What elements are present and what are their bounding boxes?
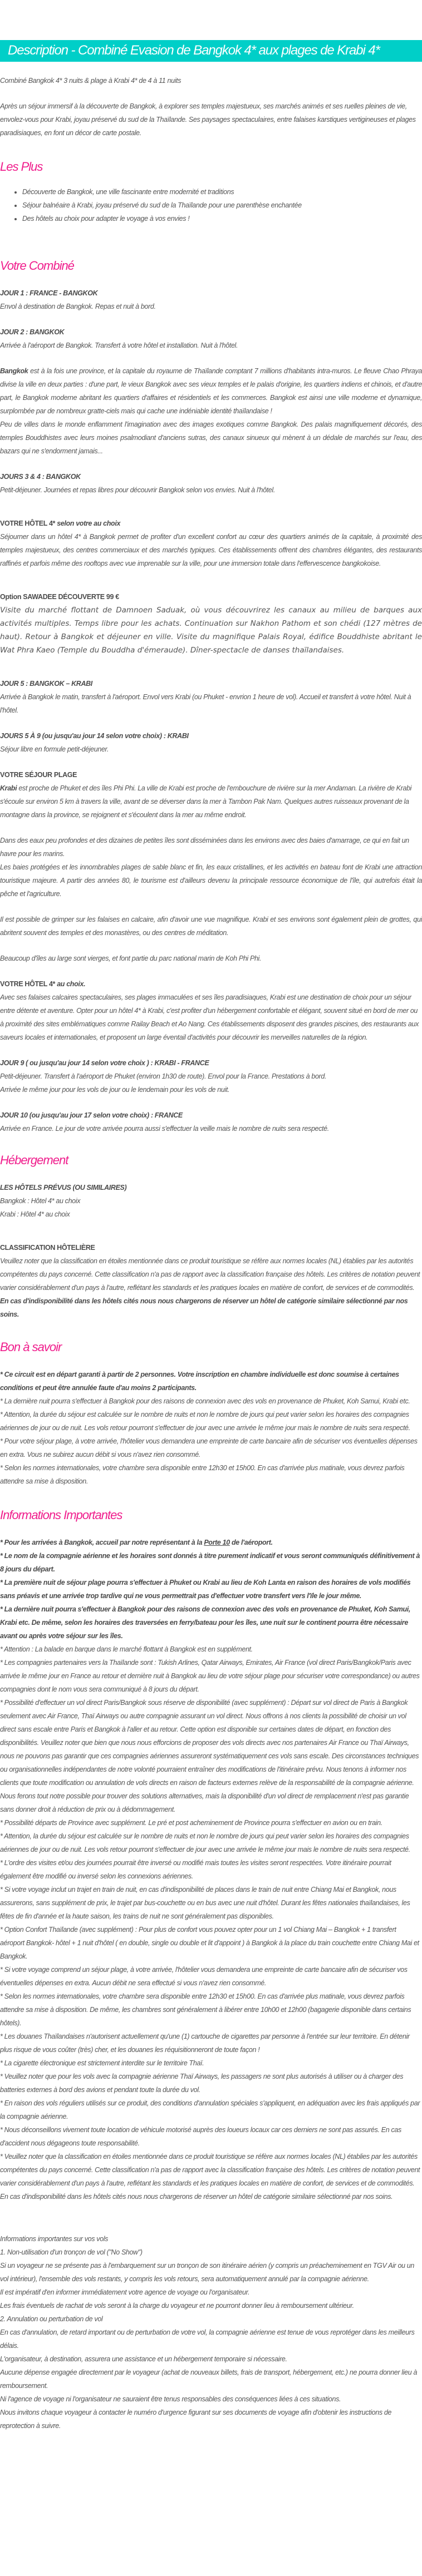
plus-item: • Découverte de Bangkok, une ville fascinante entre modernité et traditions <box>22 185 422 199</box>
option-text: Visite du marché flottant de Damnoen Saduak, où vous découvrirez les canaux au milieu de barques aux activités multiples. Temps libre pour les achats. Continuation sur Nakhon Pathom et son chédi (127 mètres de haut). Retour à Bangkok et déjeuner en ville. Visite du magnifique Palais Royal, édifice Bouddhiste abritant le Wat Phra Kaeo (Temple du Bouddha d'émeraude). Dîner-spectacle de danses thaïlandaises. <box>0 606 422 655</box>
plus-item: • Des hôtels au choix pour adapter le voyage à vos envies ! <box>22 212 422 225</box>
info-text: de l'aéroport. <box>229 1539 273 1546</box>
intro-subtitle: Combiné Bangkok 4* 3 nuits & plage à Krabi 4* de 4 à 11 nuits <box>0 77 181 85</box>
info-item: * Veuillez noter que la classification en étoiles mentionnée dans ce produit touristique se réfère aux normes locales (NL) établies par les autorités compétentes du pays concerné. Cette classification n'a pas de rapport avec la classification française des hôtels. Les critères de notation peuvent varier considérablement d'un pays à l'autre, reflétant les standards et les pratiques locales en matière de confort, de services et de commodités. En cas d'indisponibilité dans les hôtels cités nous nous chargerons de réserver un hôtel de catégorie similaire sélectionné par nos soins. <box>0 2153 420 2201</box>
beach-paragraph-4: Il est possible de grimper sur les falaises en calcaire, afin d'avoir une vue magnifique. Krabi et ses environs sont également plein de grottes, qui abritent souvent des temples et des monastères, ou des centres de méditation. <box>0 916 422 937</box>
info-item: * Veuillez noter que pour les vols avec la compagnie aérienne Thaï Airways, les passagers ne sont plus autorisés à utiliser ou à charger des batteries externes à bord des avions et pendant toute la durée du vol. <box>0 2073 404 2094</box>
porte-10-link[interactable]: Porte 10 <box>204 1539 230 1546</box>
option-sawadee <box>0 590 422 657</box>
bon-a-savoir-item: * Selon les normes internationales, votre chambre sera disponible entre 12h30 et 15h00. En cas d'arrivée plus matinale, vous devrez parfois attendre sa mise à disposition. <box>0 1464 405 1485</box>
bangkok-text: est à la fois une province, et la capitale du royaume de Thaïlande comptant 7 millions d'habitants intra-muros. Le fleuve Chao Phraya divise la ville en deux parties : d'une part, le vieux Bangkok avec ses vieux temples et le palais d'origine, les quartiers indiens et chinois, et d'autre part, le Bangkok moderne abritant les quartiers d'affaires et résidentiels et les commerces. Bangkok est ainsi une ville moderne et dynamique, surplombée par de nombreux gratte-ciels mais qui cache une indéniable identité thaïlandaise ! <box>0 367 422 415</box>
info-item: * Si votre voyage inclut un trajet en train de nuit, en cas d'indisponibilité de places dans le train de nuit entre Chiang Mai et Bangkok, nous assurerons, sans supplément de prix, le trajet par bus-couchette ou en bus avec une nuit d'hôtel. Durant les fêtes nationales thaïlandaises, les fêtes de fin d'année et la haute saison, les trains de nuit ne sont généralement pas disponibles. <box>0 1886 410 1920</box>
hotel-bangkok <box>0 517 422 570</box>
flight-info-line: Nous invitons chaque voyageur à contacter le numéro d'urgence figurant sur ses documents de voyage afin d'obtenir les instructions de reprotection à suivre. <box>0 2409 392 2430</box>
bon-a-savoir-bold-item: * Ce circuit est en départ garanti à partir de 2 personnes. Votre inscription en chambre individuelle est donc soumise à certaines conditions et peut être annulée faute d'au moins 2 participants. <box>0 1371 399 1392</box>
beach-paragraph-3: Les baies protégées et les innombrables plages de sable blanc et fin, les eaux cristallines, et les activités en bateau font de Krabi une attraction touristique majeure. A partir des années 80, le tourisme est d'ailleurs devenu la principale ressource économique de l'île, qui autrefois était la pêche et l'agriculture. <box>0 863 422 898</box>
informations-list <box>0 1536 422 2203</box>
flight-info-line: 1. Non-utilisation d'un tronçon de vol ("No Show") <box>0 2248 143 2256</box>
day-3-4 <box>0 470 422 497</box>
hotel-classification <box>0 1241 422 1321</box>
info-text: * Pour les arrivées à Bangkok, accueil par notre représentant à la <box>0 1539 204 1546</box>
info-item: * Nous déconseillons vivement toute location de véhicule motorisé auprès des loueurs locaux car ces derniers ne sont pas assurés. En cas d'accident nous dégageons toute responsabilité. <box>0 2126 401 2147</box>
hotel-line: Krabi : Hôtel 4* au choix <box>0 1210 70 1218</box>
flight-info-line: Ni l'agence de voyage ni l'organisateur ne sauraient être tenus responsables des conséquences liées à ces situations. <box>0 2395 341 2403</box>
day-10 <box>0 1109 422 1135</box>
classification-title: CLASSIFICATION HÔTELIÈRE <box>0 1244 95 1252</box>
hotel-krabi-text: Avec ses falaises calcaires spectaculaires, ses plages immaculées et ses îles paradisiaques, Krabi est une destination de choix pour un séjour entre détente et aventure. Opter pour un hôtel 4* à Krabi, c'est profiter d'un hébergement confortable et élégant, souvent situé en bord de mer ou à proximité des sites emblématiques comme Railay Beach et Ao Nang. Ces établissements disposent des grandes piscines, des restaurants aux saveurs locales et internationales, et proposent un large éventail d'activités pour découvrir les merveilles naturelles de la région. <box>0 993 419 1041</box>
day-text: Arrivée le même jour pour les vols de jour ou le lendemain pour les vols de nuit. <box>0 1086 230 1094</box>
hotels-planned <box>0 1181 422 1221</box>
hotels-title: LES HÔTELS PRÉVUS (OU SIMILAIRES) <box>0 1184 127 1191</box>
beach-paragraph-2: Dans des eaux peu profondes et des dizaines de petites îles sont disséminées dans les environs avec des baies d'amarrage, ce qui en fait un havre pour les marins. <box>0 837 409 858</box>
info-item: * En raison des vols réguliers utilisés sur ce produit, des conditions d'annulation spéciales s'appliquent, en adéquation avec les frais appliqués par la compagnie aérienne. <box>0 2099 420 2120</box>
day-9 <box>0 1056 422 1096</box>
info-bold-item: * La première nuit de séjour plage pourra s'effectuer à Phuket ou Krabi au lieu de Koh Lanta en raison des horaires de vols modifiés sans préavis et une arrivée trop tardive qui ne vous permettrait pas d'effectuer votre transfert vers l'ïle le jour même. <box>0 1579 411 1600</box>
info-item: * Possibilité départs de Province avec supplément. Le pré et post acheminement de Province pourra s'effectuer en avion ou en train. <box>0 1819 382 1827</box>
day-title: JOURS 5 À 9 (ou jusqu'au jour 14 selon votre choix) : KRABI <box>0 732 189 740</box>
day-5-9 <box>0 729 422 756</box>
hotel-title-rest: selon votre au choix <box>57 520 121 527</box>
section-heading-combine: Votre Combiné <box>0 259 74 273</box>
flight-info-line: En cas d'annulation, de retard important ou de perturbation de votre vol, la compagnie aérienne est tenue de vous reprotéger dans les meilleurs délais. <box>0 2328 415 2350</box>
beach-text: est proche de Phuket et des îles Phi Phi. La ville de Krabi est proche de l'embouchure de rivière sur la mer Andaman. La rivière de Krabi s'écoule sur environ 5 km à travers la ville, avant de se déverser dans la mer à Tambon Pak Nam. Quelques autres ruisseaux provenant de la montagne dans la province, se rejoignent et s'écoulent dans la mer au même endroit. <box>0 784 412 819</box>
bon-a-savoir-item: * La dernière nuit pourra s'effectuer à Bangkok pour des raisons de connexion avec des vols en provenance de Phuket, Koh Samui, Krabi etc. <box>0 1397 410 1405</box>
day-text: Arrivée à Bangkok le matin, transfert à l'aéroport. Envol vers Krabi (ou Phuket - envrion 1 heure de vol). Accueil et transfert à votre hôtel. Nuit à l'hôtel. <box>0 693 411 714</box>
bangkok-bold: Bangkok <box>0 367 28 375</box>
day-text: Arrivée en France. Le jour de votre arrivée pourra aussi s'effectuer la veille mais le nombre de nuits sera respecté. <box>0 1125 329 1133</box>
flight-info-line: L'organisateur, à destination, assurera une assistance et un hébergement temporaire si nécessaire. <box>0 2355 287 2363</box>
day-text: Envol à destination de Bangkok. Repas et nuit à bord. <box>0 303 156 310</box>
bon-a-savoir-item: * Pour votre séjour plage, à votre arrivée, l'hôtelier vous demandera une empreinte de carte bancaire afin de sécuriser vos éventuelles dépenses en extra. Vous ne subirez aucun débit si vous n'avez rien consommé. <box>0 1437 418 1458</box>
info-item: * Selon les normes internationales, votre chambre sera disponible entre 12h30 et 15h00. En cas d'arrivée plus matinale, vous devrez parfois attendre sa mise à disposition. De même, les chambres sont généralement à libérer entre 10h00 et 12h00 (bagagerie disponible dans certains hôtels). <box>0 1992 411 2027</box>
day-text: Séjour libre en formule petit-déjeuner. <box>0 745 109 753</box>
hotel-title-main: VOTRE HÔTEL 4* <box>0 980 57 988</box>
flight-info-title: Informations importantes sur vos vols <box>0 2235 109 2243</box>
info-item: * L'ordre des visites et/ou des journées pourrait être inversé ou modifié mais toutes les visites seront respectées. Votre itinéraire pourrait également être modifié ou inversé selon les connexions aériennes. <box>0 1859 391 1880</box>
page-title: Description - Combiné Evasion de Bangkok 4* aux plages de Krabi 4* <box>8 43 380 58</box>
day-1 <box>0 286 422 313</box>
flight-info-line: Les frais éventuels de rachat de vols seront à la charge du voyageur et ne pourront donner lieu à remboursement ultérieur. <box>0 2302 354 2310</box>
info-item: * Si votre voyage comprend un séjour plage, à votre arrivée, l'hôtelier vous demandera une empreinte de carte bancaire afin de sécuriser vos éventuelles dépenses en extra. Aucun débit ne sera effectué si vous n'avez rien consommé. <box>0 1966 408 1987</box>
option-title: Option SAWADEE DÉCOUVERTE 99 € <box>0 593 119 601</box>
title-banner <box>0 40 422 62</box>
description-content <box>0 74 422 2455</box>
day-title: JOUR 9 ( ou jusqu'au jour 14 selon votre choix ) : KRABI - FRANCE <box>0 1059 209 1067</box>
hotel-title-main: VOTRE HÔTEL 4* <box>0 520 57 527</box>
info-item: * La cigarette électronique est strictement interdite sur le territoire Thaï. <box>0 2059 204 2067</box>
info-item: * Les douanes Thaïlandaises n'autorisent actuellement qu'une (1) cartouche de cigarettes par personne à l'entrée sur leur territoire. En détenir plus risque de vous coûter (très) cher, et les douanes les réquisitionneront de toute façon ! <box>0 2033 410 2054</box>
hotel-krabi-title <box>0 977 422 991</box>
flight-info-line: 2. Annulation ou perturbation de vol <box>0 2315 103 2323</box>
beach-paragraph-5: Beaucoup d'îles au large sont vierges, et font partie du parc national marin de Koh Phi Phi. <box>0 955 262 962</box>
day-2 <box>0 325 422 352</box>
flight-info-line: Aucune dépense engagée directement par le voyageur (achat de nouveaux billets, frais de transport, hébergement, etc.) ne pourra donner lieu à remboursement. <box>0 2369 418 2390</box>
top-spacer <box>0 0 422 40</box>
section-heading-hebergement: Hébergement <box>0 1153 68 1167</box>
info-bold-item <box>0 1536 422 1549</box>
hotel-krabi <box>0 977 422 1044</box>
info-item: * Option Confort Thaïlande (avec supplément) : Pour plus de confort vous pouvez opter pour un 1 vol Chiang Mai – Bangkok + 1 transfert aéroport Bangkok- hôtel + 1 nuit d'hôtel ( en double, single ou double et lit d'appoint ) à Bangkok à la place du train couchette entre Chiang Mai et Bangkok. <box>0 1926 419 1960</box>
bottom-spacer <box>0 2432 422 2455</box>
info-item: * Attention, la durée du séjour est calculée sur le nombre de nuits et non le nombre de jours qui peut varier selon les horaires des compagnies aériennes de jour ou de nuit. Les vols retour pourront s'effectuer de jour avec une arrivée le même jour mais le nombre de nuits sera respecté. <box>0 1832 410 1853</box>
info-bold-item: * Le nom de la compagnie aérienne et les horaires sont donnés à titre purement indicatif et vous seront communiqués définitivement à 8 jours du départ. <box>0 1552 420 1573</box>
day-title: JOUR 2 : BANGKOK <box>0 328 65 336</box>
info-item: * Les compagnies partenaires vers la Thaïlande sont : Tukish Arlines, Qatar Airways, Emirates, Air France (vol direct Paris/Bangkok/Paris avec arrivée le même jour en France au retour et dernière nuit à Bangkok au lieu de votre séjour plage pour sécuriser votre correspondance) ou autres compagnies dont le nom vous sera communiqué à 8 jours du départ. <box>0 1659 420 1693</box>
day-title: JOUR 10 (ou jusqu'au jour 17 selon votre choix) : FRANCE <box>0 1111 183 1119</box>
day-title: JOUR 1 : FRANCE - BANGKOK <box>0 289 98 297</box>
flight-info-line: Si un voyageur ne se présente pas à l'embarquement sur un tronçon de son itinéraire aérien (y compris un préacheminement en TGV Air ou un vol intérieur), l'ensemble des vols restants, y compris les vols retours, sera automatiquement annulé par la compagnie aérienne. <box>0 2262 414 2283</box>
beach-paragraph-1 <box>0 782 422 822</box>
bangkok-paragraph-2: Peu de villes dans le monde enflamment l'imagination avec des images exotiques comme Bangkok. Des palais magnifiquement décorés, des temples Bouddhistes avec leurs moines psalmodiant d'anciens sutras, des canaux sinueux qui mènent à un dédale de marchés sur l'eau, des bazars qui ne s'endorment jamais... <box>0 421 422 455</box>
info-item: * Attention : La balade en barque dans le marché flottant à Bangkok est en supplément. <box>0 1645 253 1653</box>
bon-a-savoir-item: * Attention, la durée du séjour est calculée sur le nombre de nuits et non le nombre de jours qui peut varier selon les horaires des compagnies aériennes de jour ou de nuit. Les vols retour pourront s'effectuer de jour avec une arrivée le même jour mais le nombre de nuits sera respecté. <box>0 1411 410 1432</box>
info-item: * Possibilité d'effectuer un vol direct Paris/Bangkok sous réserve de disponibilité (avec supplément) : Départ sur vol direct de Paris à Bangkok seulement avec Air France, Thaï Airways ou autre compagnie assurant un vol direct. Nous offrons à nos clients la possibilité de choisir un vol direct sans escale entre Paris et Bangkok à l'aller et au retour. Cette option est disponible sur certaines dates de départ, en fonction des disponibilités. Veuillez noter que bien que nous nous efforcions de proposer des vols directs avec nos partenaires Air France ou Thaï Airways, nous ne pouvons pas garantir que ces compagnies aériennes assureront systématiquement ces vols sans escale. Des circonstances techniques ou organisationnelles indépendantes de notre volonté pourraient entraîner des modifications de l'itinéraire prévu. Nous tenons à informer nos clients que toute modification ou annulation de vols directs en raison de facteurs externes relève de la responsabilité de la compagnie aérienne. Nous ferons tout notre possible pour trouver des solutions alternatives, mais la disponibilité d'un vol direct de remplacement n'est pas garantie sans donner droit à réduction de prix ou à dédommagement. <box>0 1699 419 1813</box>
bangkok-paragraph-1 <box>0 364 422 418</box>
day-text: Petit-déjeuner. Transfert à l'aéroport de Phuket (environ 1h30 de route). Envol pour la France. Prestations à bord. <box>0 1072 327 1080</box>
section-heading-bon-a-savoir: Bon à savoir <box>0 1340 62 1354</box>
bon-a-savoir-list <box>0 1368 422 1488</box>
beach-stay <box>0 768 422 965</box>
hotel-title-rest: au choix. <box>57 980 86 988</box>
classification-bold: En cas d'indisponibilité dans les hôtels cités nous nous chargerons de réserver un hôtel de catégorie similaire sélectionné par nos soins. <box>0 1297 408 1318</box>
hotel-bangkok-text: Séjourner dans un hôtel 4* à Bangkok permet de profiter d'un excellent confort au cœur des quartiers animés de la capitale, à proximité des temples majestueux, des centres commerciaux et des marchés typiques. Ces établissements offrent des chambres élégantes, des restaurants raffinés et parfois même des rooftops avec vue imprenable sur la ville, pour une immersion totale dans l'effervescence bangkokoise. <box>0 533 422 567</box>
flight-info-line: Il est impératif d'en informer immédiatement votre agence de voyage ou l'organisateur. <box>0 2288 250 2296</box>
hotel-bangkok-title <box>0 517 422 530</box>
day-title: JOUR 5 : BANGKOK – KRABI <box>0 680 92 688</box>
day-text: Arrivée à l'aéroport de Bangkok. Transfert à votre hôtel et installation. Nuit à l'hôtel. <box>0 342 238 349</box>
day-5 <box>0 677 422 717</box>
beach-title: VOTRE SÉJOUR PLAGE <box>0 771 77 779</box>
classification-text: Veuillez noter que la classification en étoiles mentionnée dans ce produit touristique se réfère aux normes locales (NL) établies par les autorités compétentes du pays concerné. Cette classification n'a pas de rapport avec la classification française des hôtels. Les critères de notation peuvent varier considérablement d'un pays à l'autre, reflétant les standards et les pratiques locales en matière de confort, de services et de commodités. <box>0 1257 420 1292</box>
plus-item: • Séjour balnéaire à Krabi, joyau préservé du sud de la Thaïlande pour une parenthèse enchantée <box>22 199 422 212</box>
plus-list <box>0 185 422 225</box>
krabi-bold: Krabi <box>0 784 17 792</box>
section-heading-informations: Informations Importantes <box>0 1508 122 1522</box>
info-bold-item: * La dernière nuit pourra s'effectuer à Bangkok pour des raisons de connexion avec des vols en provenance de Phuket, Koh Samui, Krabi etc. De même, selon les horaires des traversées en ferry/bateau pour les îles, une nuit sur le continent pourra être nécessaire avant ou après votre séjour sur les îles. <box>0 1605 410 1640</box>
flight-information <box>0 2232 422 2432</box>
section-heading-plus: Les Plus <box>0 160 43 174</box>
intro-paragraph: Après un séjour immersif à la découverte de Bangkok, à explorer ses temples majestueux, ses marchés animés et ses ruelles pleines de vie, envolez-vous pour Krabi, joyau préservé du sud de la Thaïlande. Ses paysages spectaculaires, entre falaises karstiques vertigineuses et plages paradisiaques, en font un décor de carte postale. <box>0 102 416 137</box>
day-text: Petit-déjeuner. Journées et repas libres pour découvrir Bangkok selon vos envies. Nuit à l'hôtel. <box>0 486 275 494</box>
day-title: JOURS 3 & 4 : BANGKOK <box>0 473 81 481</box>
hotel-line: Bangkok : Hôtel 4* au choix <box>0 1197 81 1205</box>
bangkok-description <box>0 364 422 458</box>
